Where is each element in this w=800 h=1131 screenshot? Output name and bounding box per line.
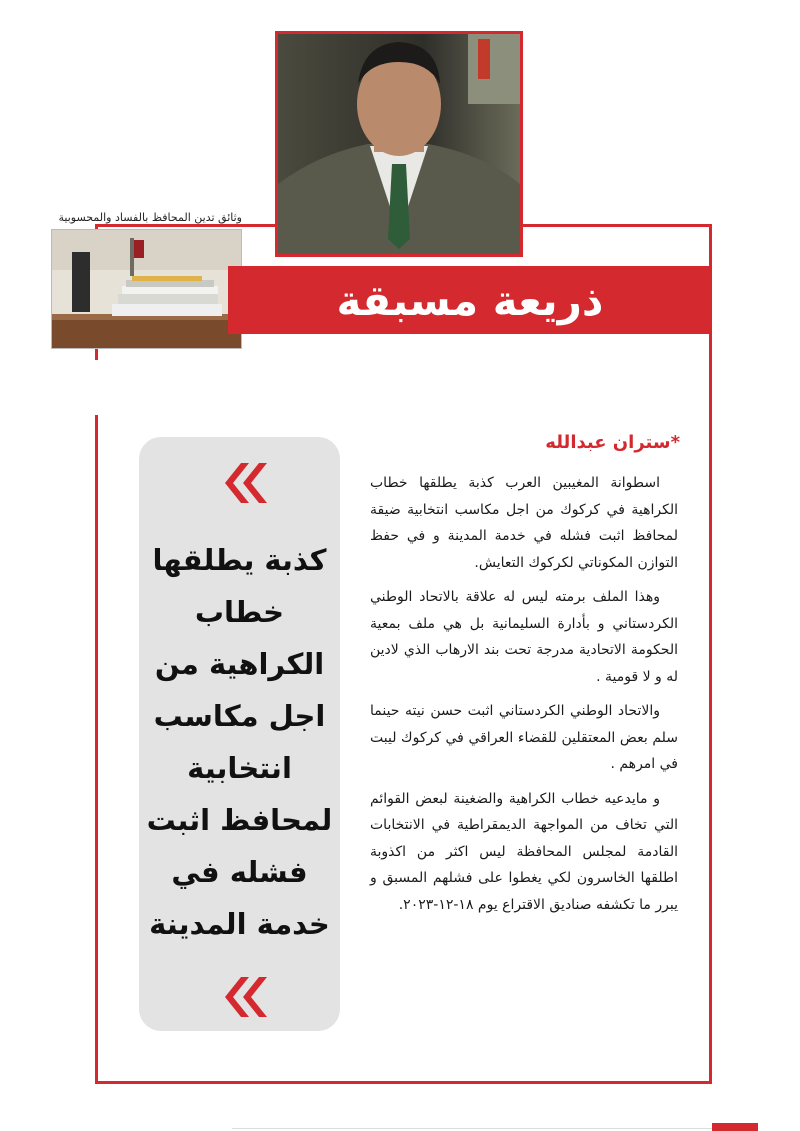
- documents-image: [52, 230, 241, 348]
- author-name: ستران عبدالله: [545, 432, 671, 453]
- article-body: [370, 470, 678, 926]
- article-paragraph: اسطوانة المغيبين العرب كذبة يطلقها خطاب الكراهية في كركوك من اجل مكاسب انتخابية ضيقة لمحافظ اثبت فشله في خدمة المدينة و في حفظ التوازن المكوناتي لكركوك التعايش.: [370, 475, 678, 571]
- title-banner: [228, 266, 712, 334]
- pull-quote-box: [139, 437, 340, 1031]
- author-byline: [370, 432, 680, 453]
- governor-portrait: [275, 31, 523, 257]
- double-chevron-left-icon: [215, 975, 267, 1023]
- article-paragraph: و مايدعيه خطاب الكراهية والضغينة لبعض القوائم التي تخاف من المواجهة الديمقراطية في الانتخابات القادمة لمجلس المحافظة ليس اكثر من اكذوبة اطلقها الخاسرون لكي يغطوا على فشلهم المسبق و يبرر ما تكشفه صناديق الاقتراع يوم ١٨-١٢-٢٠٢٣.: [370, 790, 678, 913]
- frame-gap: [80, 360, 110, 415]
- pull-quote-text: كذبة يطلقها خطاب الكراهية من اجل مكاسب انتخابية لمحافظ اثبت فشله في خدمة المدينة: [146, 543, 333, 941]
- page-title: ذريعة مسبقة: [336, 275, 604, 325]
- article-paragraph: والاتحاد الوطني الكردستاني اثبت حسن نيته حينما سلم بعض المعتقلين للقضاء العراقي في كركوك ليبت في امرهم .: [370, 703, 678, 772]
- thumbnail-caption: وثائق تدين المحافظ بالفساد والمحسوبية: [58, 211, 242, 224]
- double-chevron-left-icon: [215, 461, 267, 509]
- author-marker: *: [670, 432, 680, 453]
- portrait-image: [278, 34, 520, 254]
- bottom-rule: [232, 1128, 712, 1129]
- documents-photo: [51, 229, 242, 349]
- article-paragraph: وهذا الملف برمته ليس له علاقة بالاتحاد الوطني الكردستاني و بأدارة السليمانية بل هي ملف بمعية الحكومة الاتحادية مدرجة تحت بند الارهاب الذي لادين له و لا قومية .: [370, 589, 678, 685]
- page-corner-mark: [712, 1123, 758, 1131]
